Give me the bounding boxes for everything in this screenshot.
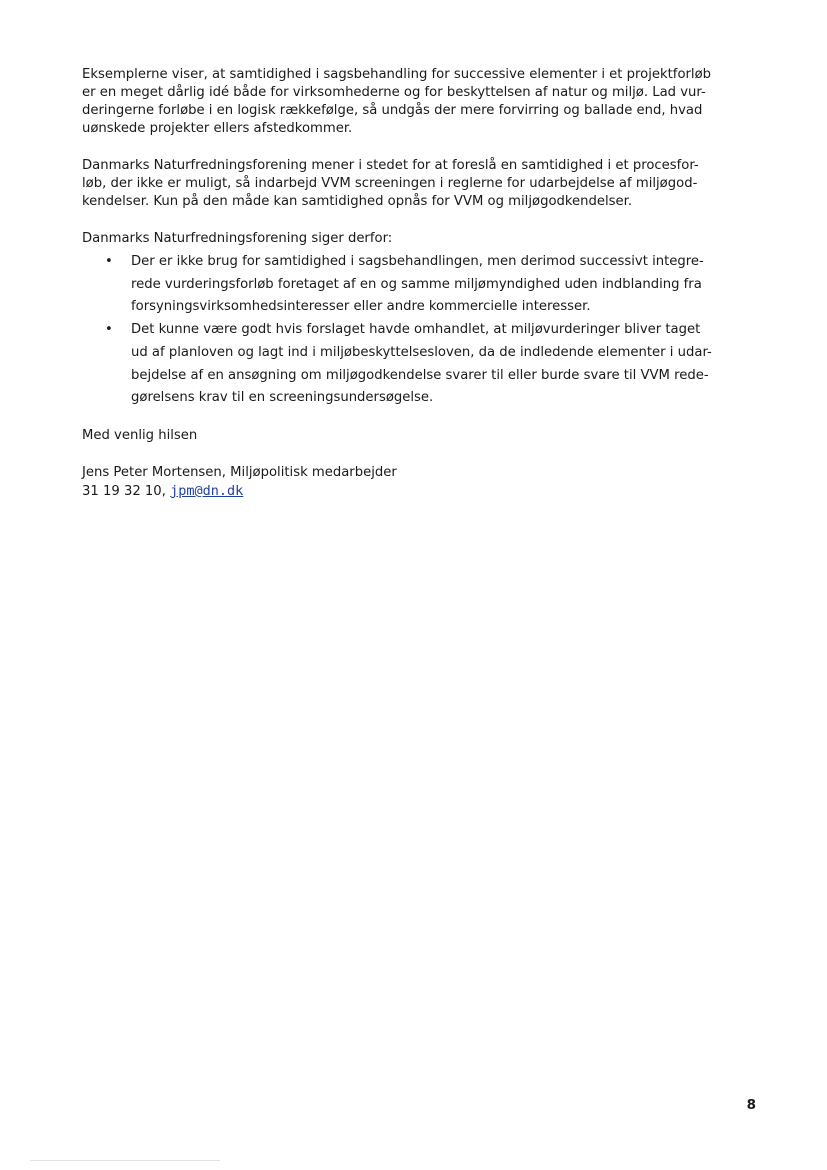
paragraph-proposal bbox=[82, 157, 754, 211]
paragraph-line: er en meget dårlig idé både for virksomhederne og for beskyttelsen af natur og miljø. Lad vur- bbox=[82, 85, 706, 100]
signature-block bbox=[82, 464, 754, 501]
bullet-icon: • bbox=[105, 322, 113, 338]
scan-artifact-line bbox=[30, 1160, 220, 1161]
list-item bbox=[82, 319, 754, 410]
bullet-line: gørelsens krav til en screeningsundersøgelse. bbox=[131, 390, 434, 406]
bullet-line: Der er ikke brug for samtidighed i sagsbehandlingen, men derimod successivt integre- bbox=[131, 254, 704, 269]
signature-name: Jens Peter Mortensen, Miljøpolitisk medarbejder bbox=[82, 464, 397, 480]
paragraph-line: løb, der ikke er muligt, så indarbejd VVM screeningen i reglerne for udarbejdelse af miljøgod- bbox=[82, 176, 698, 191]
paragraph-line: deringerne forløbe i en logisk rækkefølge, så undgås der mere forvirring og ballade end, hvad bbox=[82, 103, 703, 118]
bullet-line: bejdelse af en ansøgning om miljøgodkendelse svarer til eller burde svare til VVM rede- bbox=[131, 367, 709, 383]
bullet-line: rede vurderingsforløb foretaget af en og samme miljømyndighed uden indblanding fra bbox=[131, 276, 702, 292]
letter-body bbox=[82, 66, 754, 501]
bullet-line: Det kunne være godt hvis forslaget havde omhandlet, at miljøvurderinger bliver taget bbox=[131, 322, 701, 338]
bullet-icon: • bbox=[105, 254, 113, 269]
bullet-line: ud af planloven og lagt ind i miljøbeskyttelsesloven, da de indledende elementer i udar- bbox=[131, 344, 712, 360]
signature-phone: 31 19 32 10, bbox=[82, 483, 171, 499]
bullet-line: forsyningsvirksomhedsinteresser eller andre kommercielle interesser. bbox=[131, 299, 591, 315]
signature-contact bbox=[82, 482, 754, 501]
paragraph-line: uønskede projekter ellers afstedkommer. bbox=[82, 121, 353, 136]
list-item bbox=[82, 251, 754, 319]
paragraph-line: kendelser. Kun på den måde kan samtidighed opnås for VVM og miljøgodkendelser. bbox=[82, 194, 633, 209]
page-number: 8 bbox=[746, 1097, 756, 1113]
paragraph-line: Danmarks Naturfredningsforening mener i stedet for at foreslå en samtidighed i et procesfor- bbox=[82, 158, 699, 173]
paragraph-examples bbox=[82, 66, 754, 138]
paragraph-conclusion-intro: Danmarks Naturfredningsforening siger derfor: bbox=[82, 231, 393, 246]
conclusion-bullet-list bbox=[82, 251, 754, 410]
email-link[interactable]: jpm@dn.dk bbox=[170, 482, 244, 499]
closing-salutation: Med venlig hilsen bbox=[82, 427, 198, 443]
paragraph-line: Eksemplerne viser, at samtidighed i sagsbehandling for successive elementer i et projektforløb bbox=[82, 67, 712, 82]
